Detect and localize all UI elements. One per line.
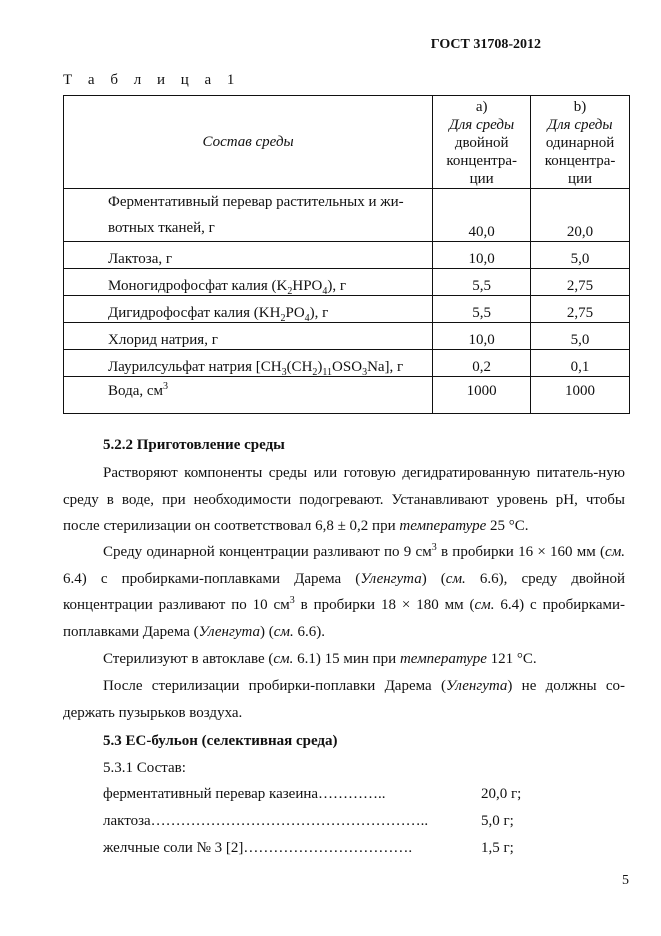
list-item: желчные соли № 3 [2]……………………………. 1,5 г; [103, 840, 514, 856]
table-row: Дигидрофосфат калия $(KH_2PO_4)$, г 5,5 2,75 [64, 296, 630, 323]
section-heading-522: 5.2.2 Приготовление среды [103, 437, 285, 453]
paragraph-preparation: Растворяют компоненты среды или готовую дегидратированную питатель-ную среду в воде, при необходимости подогревают. Устанавливают уровень pH, чтобы после стерилизации он соответствовал 6,8 ± 0,2 при температуре 25 °C. [63, 465, 625, 534]
paragraph-dispensing: Среду одинарной концентрации разливают по 9 $см^3$ в пробирки 16 × 160 мм (см. 6.4) с пробирками-поплавками Дарема (Уленгута) (см. 6.6), среду двойной концентрации разливают по 10 $см^3$ в пробирки 18 × 180 мм (см. 6.4) с пробирками-поплавками Дарема (Уленгута) (см. 6.6). [63, 542, 626, 640]
page-number: 5 [622, 873, 629, 888]
table-row: Моногидрофосфат калия $(K_2HPO_4)$, г 5,5 2,75 [64, 269, 630, 296]
table-row: Лактоза, г 10,0 5,0 [64, 242, 630, 269]
subsection-heading-531: 5.3.1 Состав: [103, 760, 186, 776]
table-caption: Т а б л и ц а 1 [63, 72, 241, 88]
standard-header: ГОСТ 31708-2012 [430, 37, 541, 52]
table-header-row [64, 96, 630, 189]
col-header-single: b) Для среды одинарной концентра- ции [531, 96, 630, 189]
list-item: лактоза……………………………………………….. 5,0 г; [103, 813, 514, 829]
paragraph-bubbles: После стерилизации пробирки-поплавки Дарема (Уленгута) не должны со-держать пузырьков воздуха. [63, 678, 626, 721]
section-heading-53: 5.3 ЕС-бульон (селективная среда) [103, 733, 338, 749]
paragraph-sterilization: Стерилизуют в автоклаве (см. 6.1) 15 мин при температуре 121 °C. [103, 651, 537, 667]
col-header-composition: Состав среды [64, 96, 433, 189]
table-row: Вода, $см^3$ 1000 1000 [64, 377, 630, 414]
table-row: Ферментативный перевар растительных и жи- вотных тканей, г 40,0 20,0 [64, 189, 630, 242]
table-row: Хлорид натрия, г 10,0 5,0 [64, 323, 630, 350]
list-item: ферментативный перевар казеина………….. 20,0 г; [103, 786, 522, 802]
table-row: Лаурилсульфат натрия $[CH_3(CH_2)_{11}OSO_3Na]$, г 0,2 0,1 [64, 350, 630, 377]
composition-table [63, 95, 630, 414]
col-header-double: а) Для среды двойной концентра- ции [433, 96, 531, 189]
